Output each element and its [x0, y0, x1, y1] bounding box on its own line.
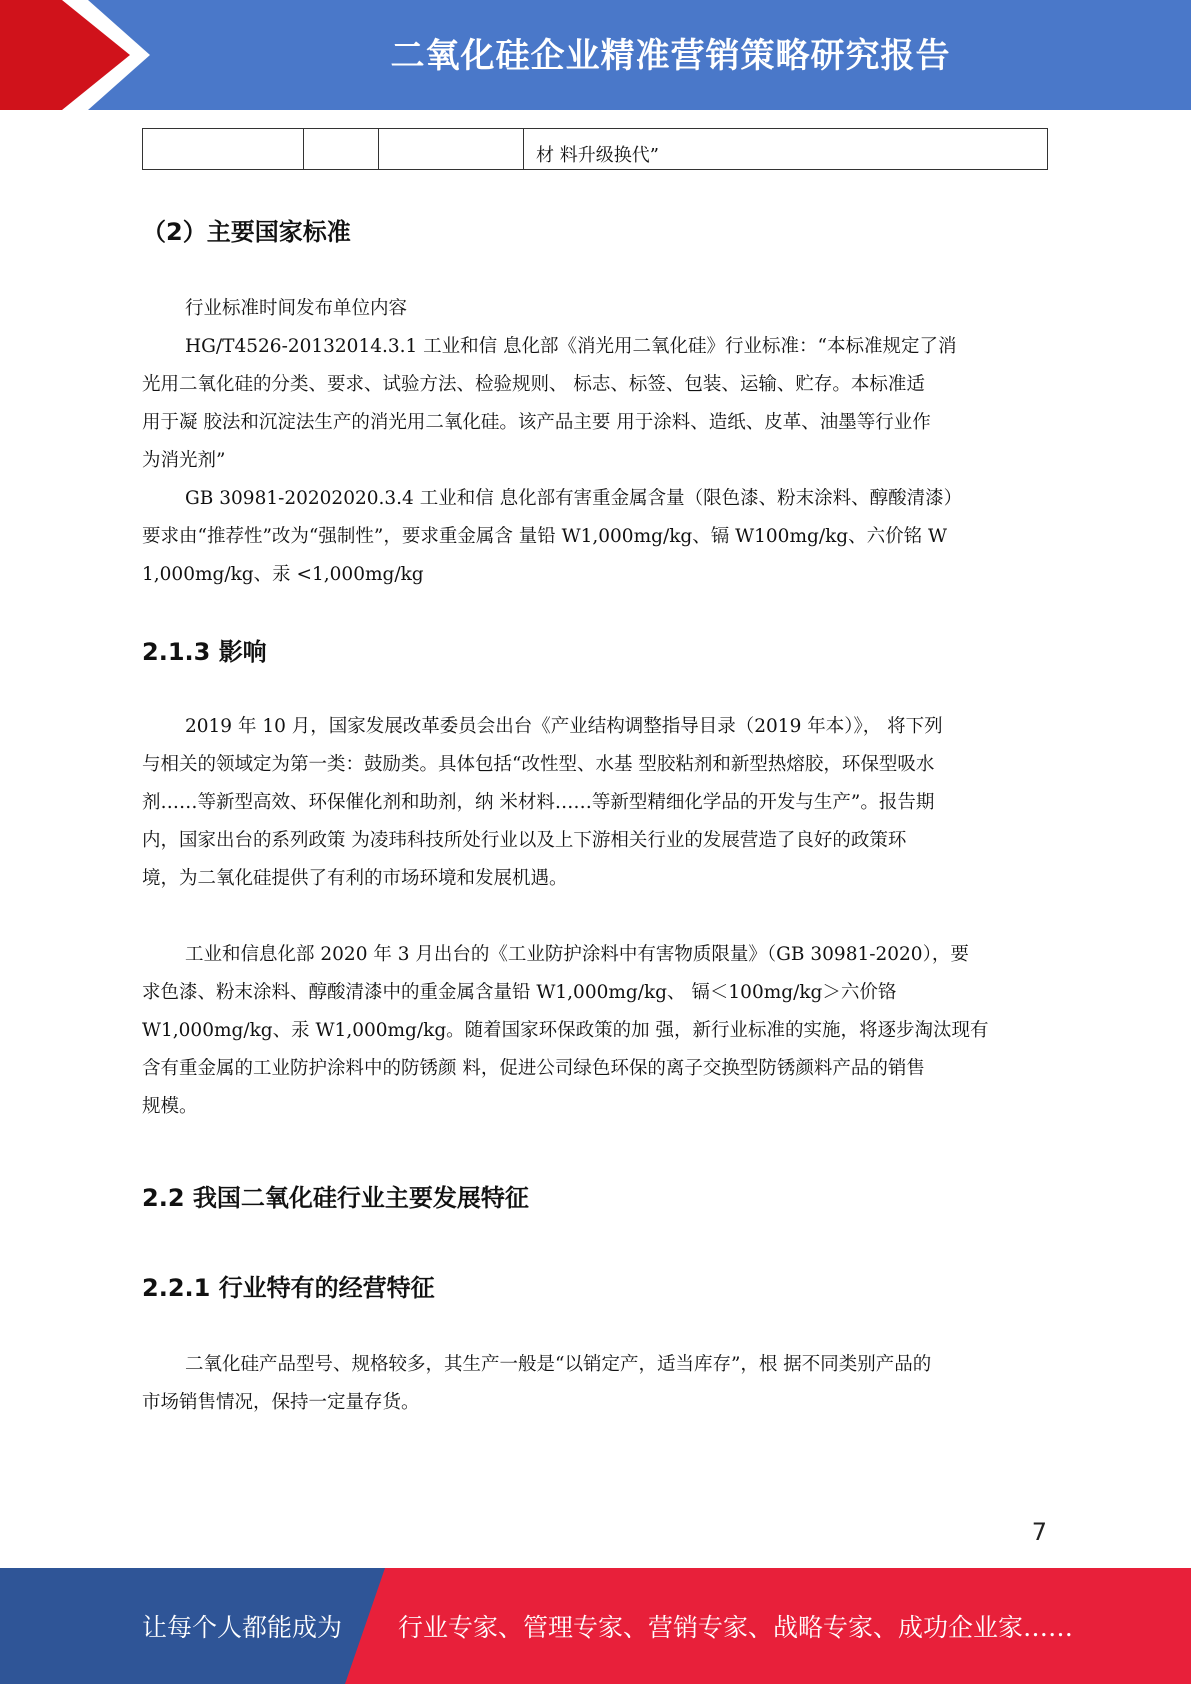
text-line: 与相关的领域定为第一类：鼓励类。具体包括“改性型、水基 型胶粘剂和新型热熔胶，环保型吸水 [142, 754, 935, 775]
table-cell [304, 129, 379, 170]
report-title: 二氧化硅企业精准营销策略研究报告 [390, 35, 951, 76]
operating-paragraph [142, 1346, 1048, 1422]
text-line: 行业标准时间发布单位内容 [185, 298, 408, 319]
text-line: HG/T4526-20132014.3.1 工业和信 息化部《消光用二氧化硅》行业标准：“本标准规定了消 [185, 336, 957, 357]
text-line: 要求由“推荐性”改为“强制性”，要求重金属含 量铅 W1,000mg/kg、镉 W100mg/kg、六价铭 W [142, 526, 948, 547]
footer-slogan-left: 让每个人都能成为 [142, 1613, 343, 1642]
text-line: 剂……等新型高效、环保催化剂和助剂，纳 米材料……等新型精细化学品的开发与生产”。报告期 [142, 792, 935, 813]
section-heading-development: 2.2 我国二氧化硅行业主要发展特征 [142, 1184, 529, 1212]
section-heading-impact: 2.1.3 影响 [142, 638, 267, 666]
footer-slogan-right: 行业专家、管理专家、营销专家、战略专家、成功企业家…… [398, 1613, 1074, 1642]
section-heading-national-standards: （2）主要国家标准 [142, 218, 351, 246]
text-line: 2019 年 10 月，国家发展改革委员会出台《产业结构调整指导目录（2019 年本）》， 将下列 [185, 716, 943, 737]
section-heading-operating: 2.2.1 行业特有的经营特征 [142, 1274, 435, 1302]
text-line: 市场销售情况，保持一定量存货。 [142, 1392, 420, 1413]
table-cell [143, 129, 304, 170]
table-row [143, 129, 1048, 170]
text-line: 求色漆、粉末涂料、醇酸清漆中的重金属含量铅 W1,000mg/kg、 镉＜100mg/kg＞六价铬 [142, 982, 897, 1003]
text-line: 境，为二氧化硅提供了有利的市场环境和发展机遇。 [142, 868, 568, 889]
text-line: 内，国家出台的系列政策 为凌玮科技所处行业以及上下游相关行业的发展营造了良好的政策环 [142, 830, 907, 851]
text-line: GB 30981-20202020.3.4 工业和信 息化部有害重金属含量（限色漆、粉末涂料、醇酸清漆） [185, 488, 963, 509]
text-line: 二氧化硅产品型号、规格较多，其生产一般是“以销定产，适当库存”，根 据不同类别产品的 [185, 1354, 932, 1375]
text-line: 用于凝 胶法和沉淀法生产的消光用二氧化硅。该产品主要 用于涂料、造纸、皮革、油墨等行业作 [142, 412, 931, 433]
text-line: 工业和信息化部 2020 年 3 月出台的《工业防护涂料中有害物质限量》（GB 30981-2020），要 [185, 944, 969, 965]
table-cell [379, 129, 524, 170]
text-line: 为消光剂” [142, 450, 226, 471]
text-line: 规模。 [142, 1096, 198, 1117]
text-line: 1,000mg/kg、汞 <1,000mg/kg [142, 564, 424, 585]
text-line: W1,000mg/kg、汞 W1,000mg/kg。随着国家环保政策的加 强，新行业标准的实施，将逐步淘汰现有 [142, 1020, 989, 1041]
table-cell: 材 料升级换代” [524, 129, 1048, 170]
text-line: 含有重金属的工业防护涂料中的防锈颜 料，促进公司绿色环保的离子交换型防锈颜料产品的销售 [142, 1058, 925, 1079]
text-line: 光用二氧化硅的分类、要求、试验方法、检验规则、 标志、标签、包装、运输、贮存。本标准适 [142, 374, 925, 395]
header-banner [0, 0, 1191, 110]
standard-hg-paragraph [142, 328, 1048, 480]
standards-table-fragment [142, 128, 1048, 170]
impact-paragraph-2 [142, 936, 1048, 1126]
standard-gb-paragraph [142, 480, 1048, 594]
page-number: 7 [1031, 1518, 1047, 1546]
footer-banner [0, 1568, 1191, 1684]
standards-header-line [142, 290, 1048, 328]
impact-paragraph-1 [142, 708, 1048, 898]
